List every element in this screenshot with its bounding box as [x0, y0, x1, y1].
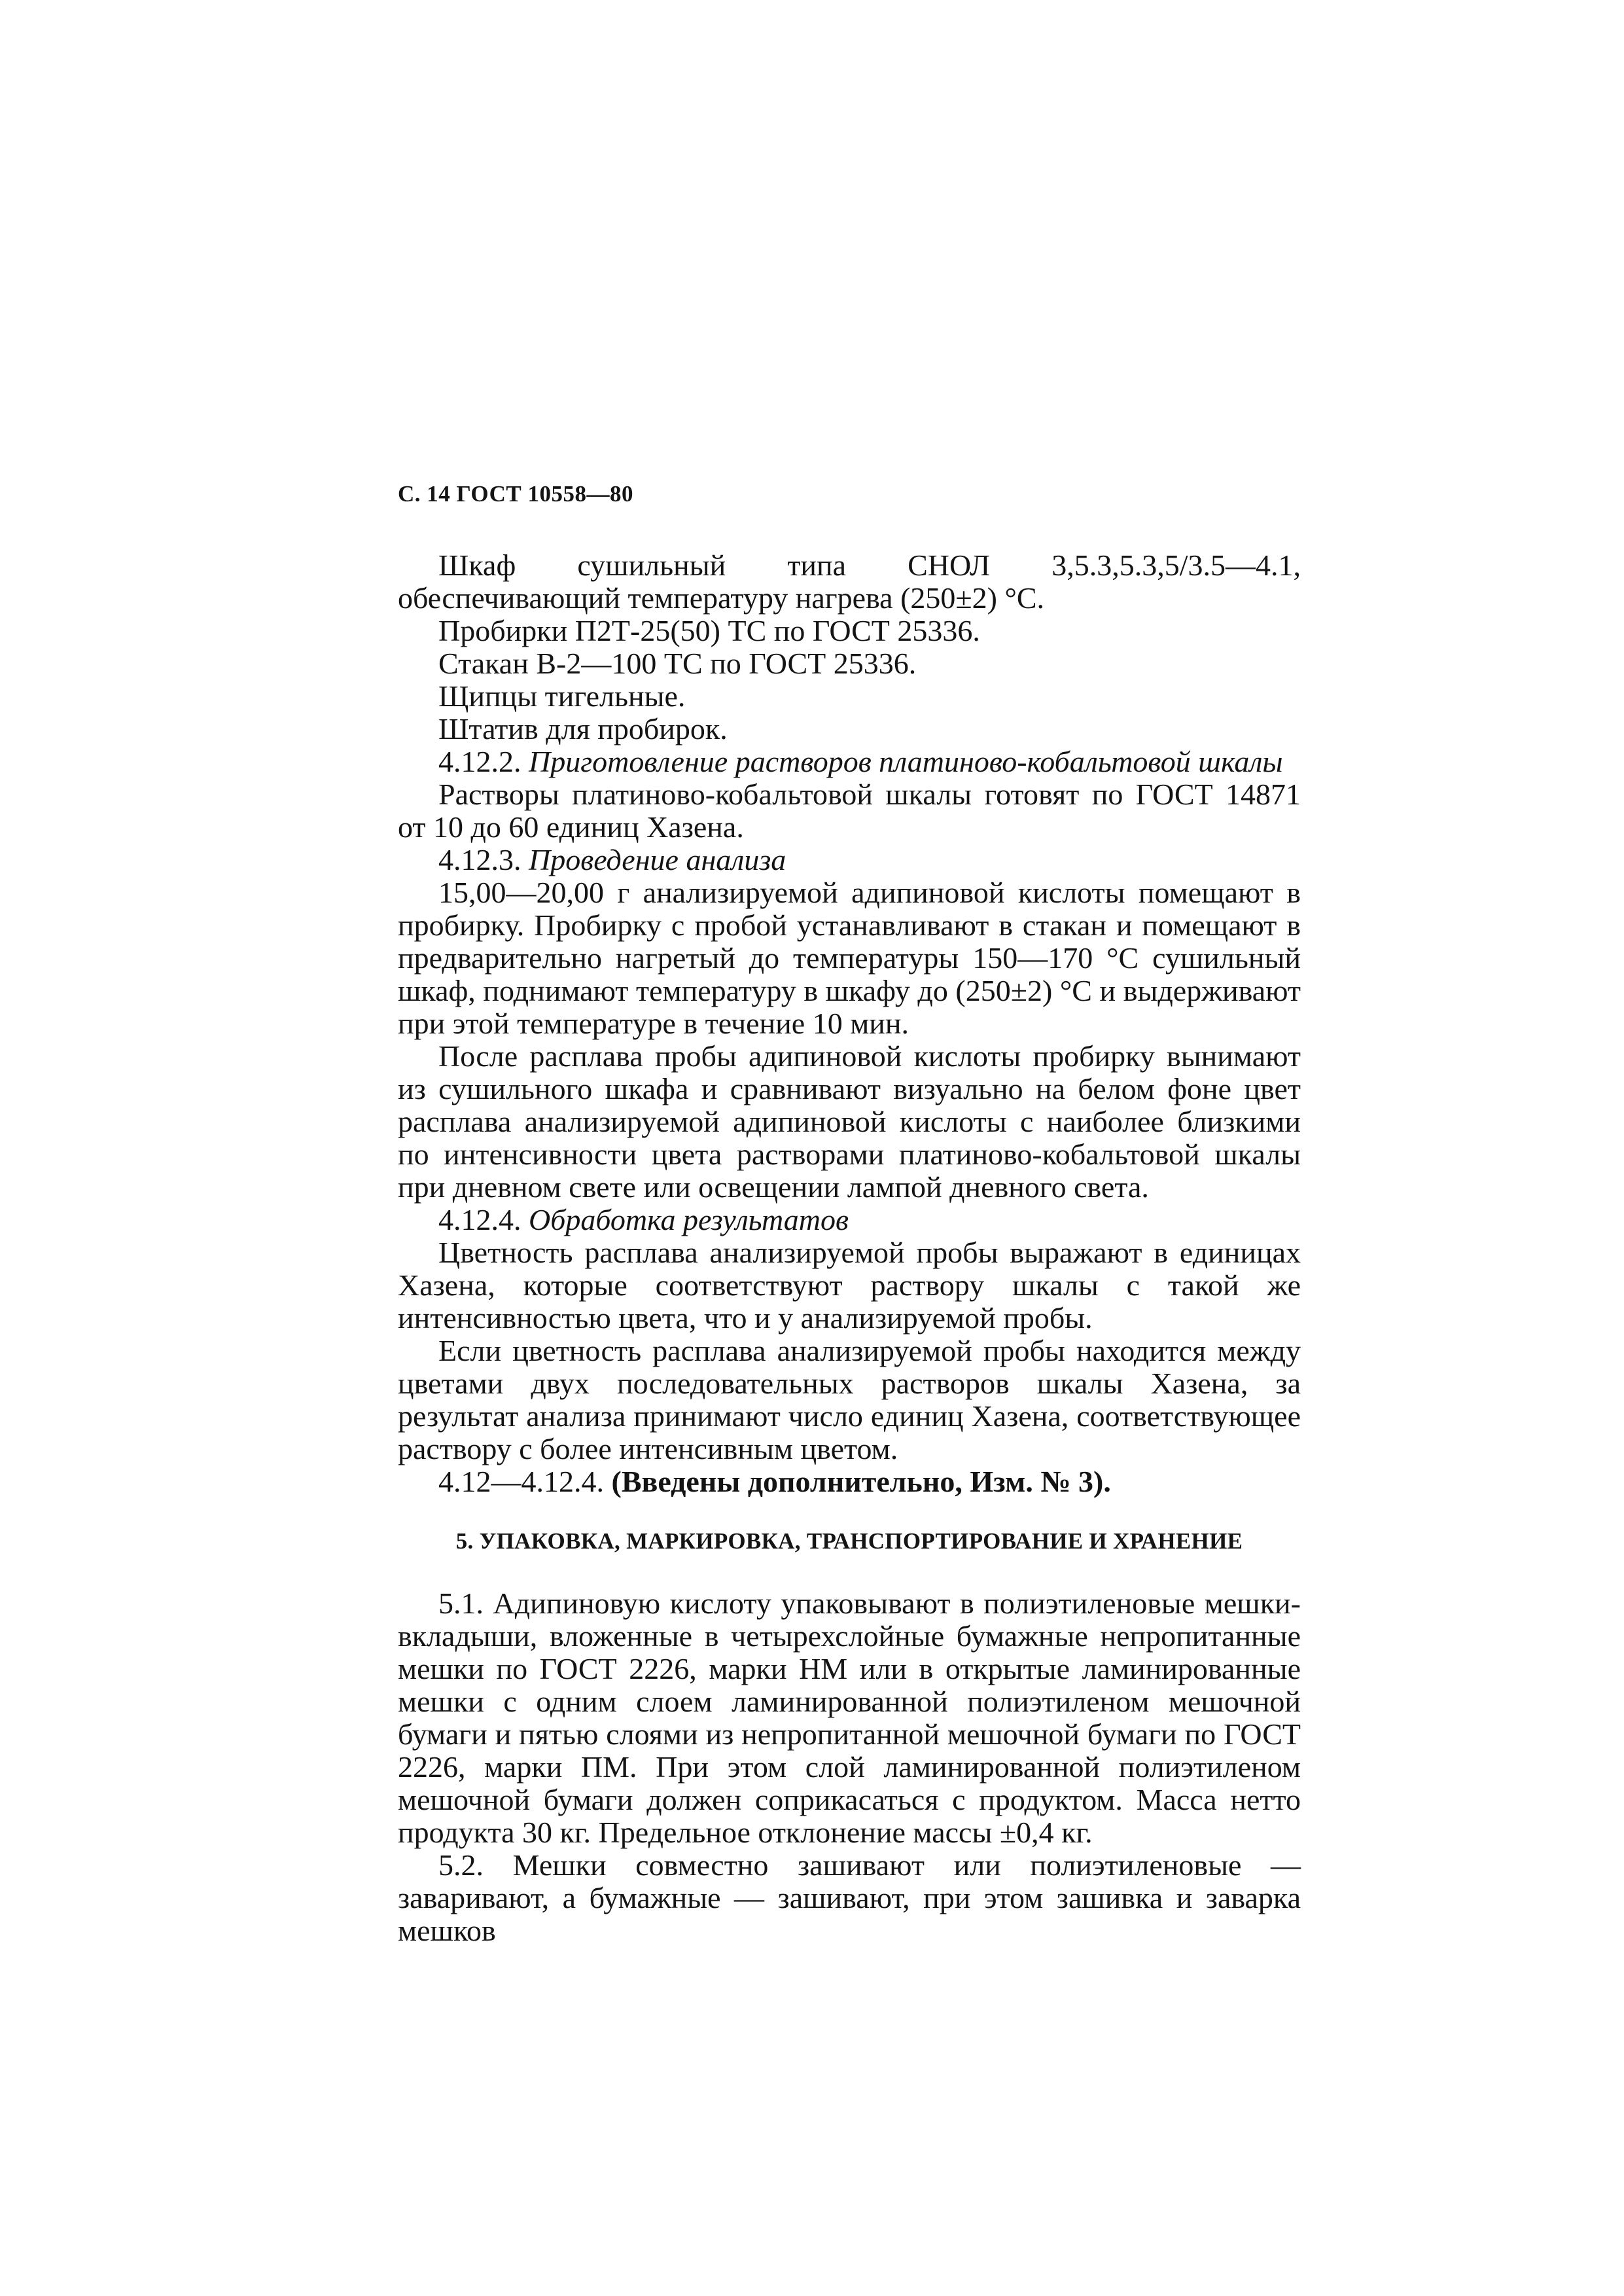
paragraph-analysis-procedure: 15,00—20,00 г анализируемой адипиновой кислоты помещают в пробирку. Пробирку с пробой устанавливают в стакан и помещают в предварительно нагретый до температуры 150—170 °С сушильный шкаф, поднимают температуру в шкафу до (250±2) °С и выдерживают при этой температуре в течение 10 мин.: [398, 876, 1301, 1040]
paragraph-comparison: После расплава пробы адипиновой кислоты пробирку вынимают из сушильного шкафа и сравнивают визуально на белом фоне цвет расплава анализируемой адипиновой кислоты с наиболее близкими по интенсивности цвета растворами платиново-кобальтовой шкалы при дневном свете или освещении лампой дневного света.: [398, 1039, 1301, 1204]
amendment-note: [398, 1465, 1301, 1498]
subsection-number: 4.12.3.: [438, 843, 521, 876]
paragraph-rack: Штатив для пробирок.: [438, 712, 728, 745]
subsection-heading-4-12-4: [398, 1204, 1301, 1236]
subsection-heading-4-12-3: [398, 844, 1301, 876]
paragraph-drying-cabinet: Шкаф сушильный типа СНОЛ 3,5.3,5.3,5/3.5—4.1, обеспечивающий температуру нагрева (250±2) °С.: [398, 548, 1301, 615]
subsection-title: Обработка результатов: [529, 1203, 849, 1236]
paragraph-solutions: Растворы платиново-кобальтовой шкалы готовят по ГОСТ 14871 от 10 до 60 единиц Хазена.: [398, 778, 1301, 844]
amendment-number: 4.12—4.12.4.: [438, 1465, 604, 1498]
paragraph-beaker: Стакан В-2—100 ТС по ГОСТ 25336.: [438, 647, 917, 680]
subsection-number: 4.12.2.: [438, 745, 521, 778]
subsection-number: 4.12.4.: [438, 1203, 521, 1236]
section-5-title: 5. УПАКОВКА, МАРКИРОВКА, ТРАНСПОРТИРОВАНИЕ И ХРАНЕНИЕ: [455, 1528, 1243, 1554]
paragraph-result-between: Если цветность расплава анализируемой пробы находится между цветами двух последовательных растворов шкалы Хазена, за результат анализа принимают число единиц Хазена, соответствующее раствору с более интенсивным цветом.: [398, 1334, 1301, 1465]
amendment-text: (Введены дополнительно, Изм. № 3).: [611, 1465, 1111, 1498]
subsection-heading-4-12-2: [398, 745, 1301, 778]
paragraph-tongs: Щипцы тигельные.: [438, 679, 686, 713]
subsection-title: Проведение анализа: [529, 843, 786, 876]
document-page: [398, 481, 1301, 1947]
paragraph-5-1: 5.1. Адипиновую кислоту упаковывают в полиэтиленовые мешки-вкладыши, вложенные в четырехслойные бумажные непропитанные мешки по ГОСТ 2226, марки НМ или в открытые ламинированные мешки с одним слоем ламинированной полиэтиленом мешочной бумаги и пятью слоями из непропитанной мешочной бумаги по ГОСТ 2226, марки ПМ. При этом слой ламинированной полиэтиленом мешочной бумаги должен соприкасаться с продуктом. Масса нетто продукта 30 кг. Предельное отклонение массы ±0,4 кг.: [398, 1587, 1301, 1849]
paragraph-test-tubes: Пробирки П2Т-25(50) ТС по ГОСТ 25336.: [438, 614, 980, 647]
running-head: С. 14 ГОСТ 10558—80: [398, 481, 633, 507]
subsection-title: Приготовление растворов платиново-кобальтовой шкалы: [529, 745, 1283, 778]
paragraph-5-2: 5.2. Мешки совместно зашивают или полиэтиленовые — заваривают, а бумажные — зашивают, при этом зашивка и заварка мешков: [398, 1848, 1301, 1947]
paragraph-result-expression: Цветность расплава анализируемой пробы выражают в единицах Хазена, которые соответствуют раствору шкалы с такой же интенсивностью цвета, что и у анализируемой пробы.: [398, 1236, 1301, 1335]
